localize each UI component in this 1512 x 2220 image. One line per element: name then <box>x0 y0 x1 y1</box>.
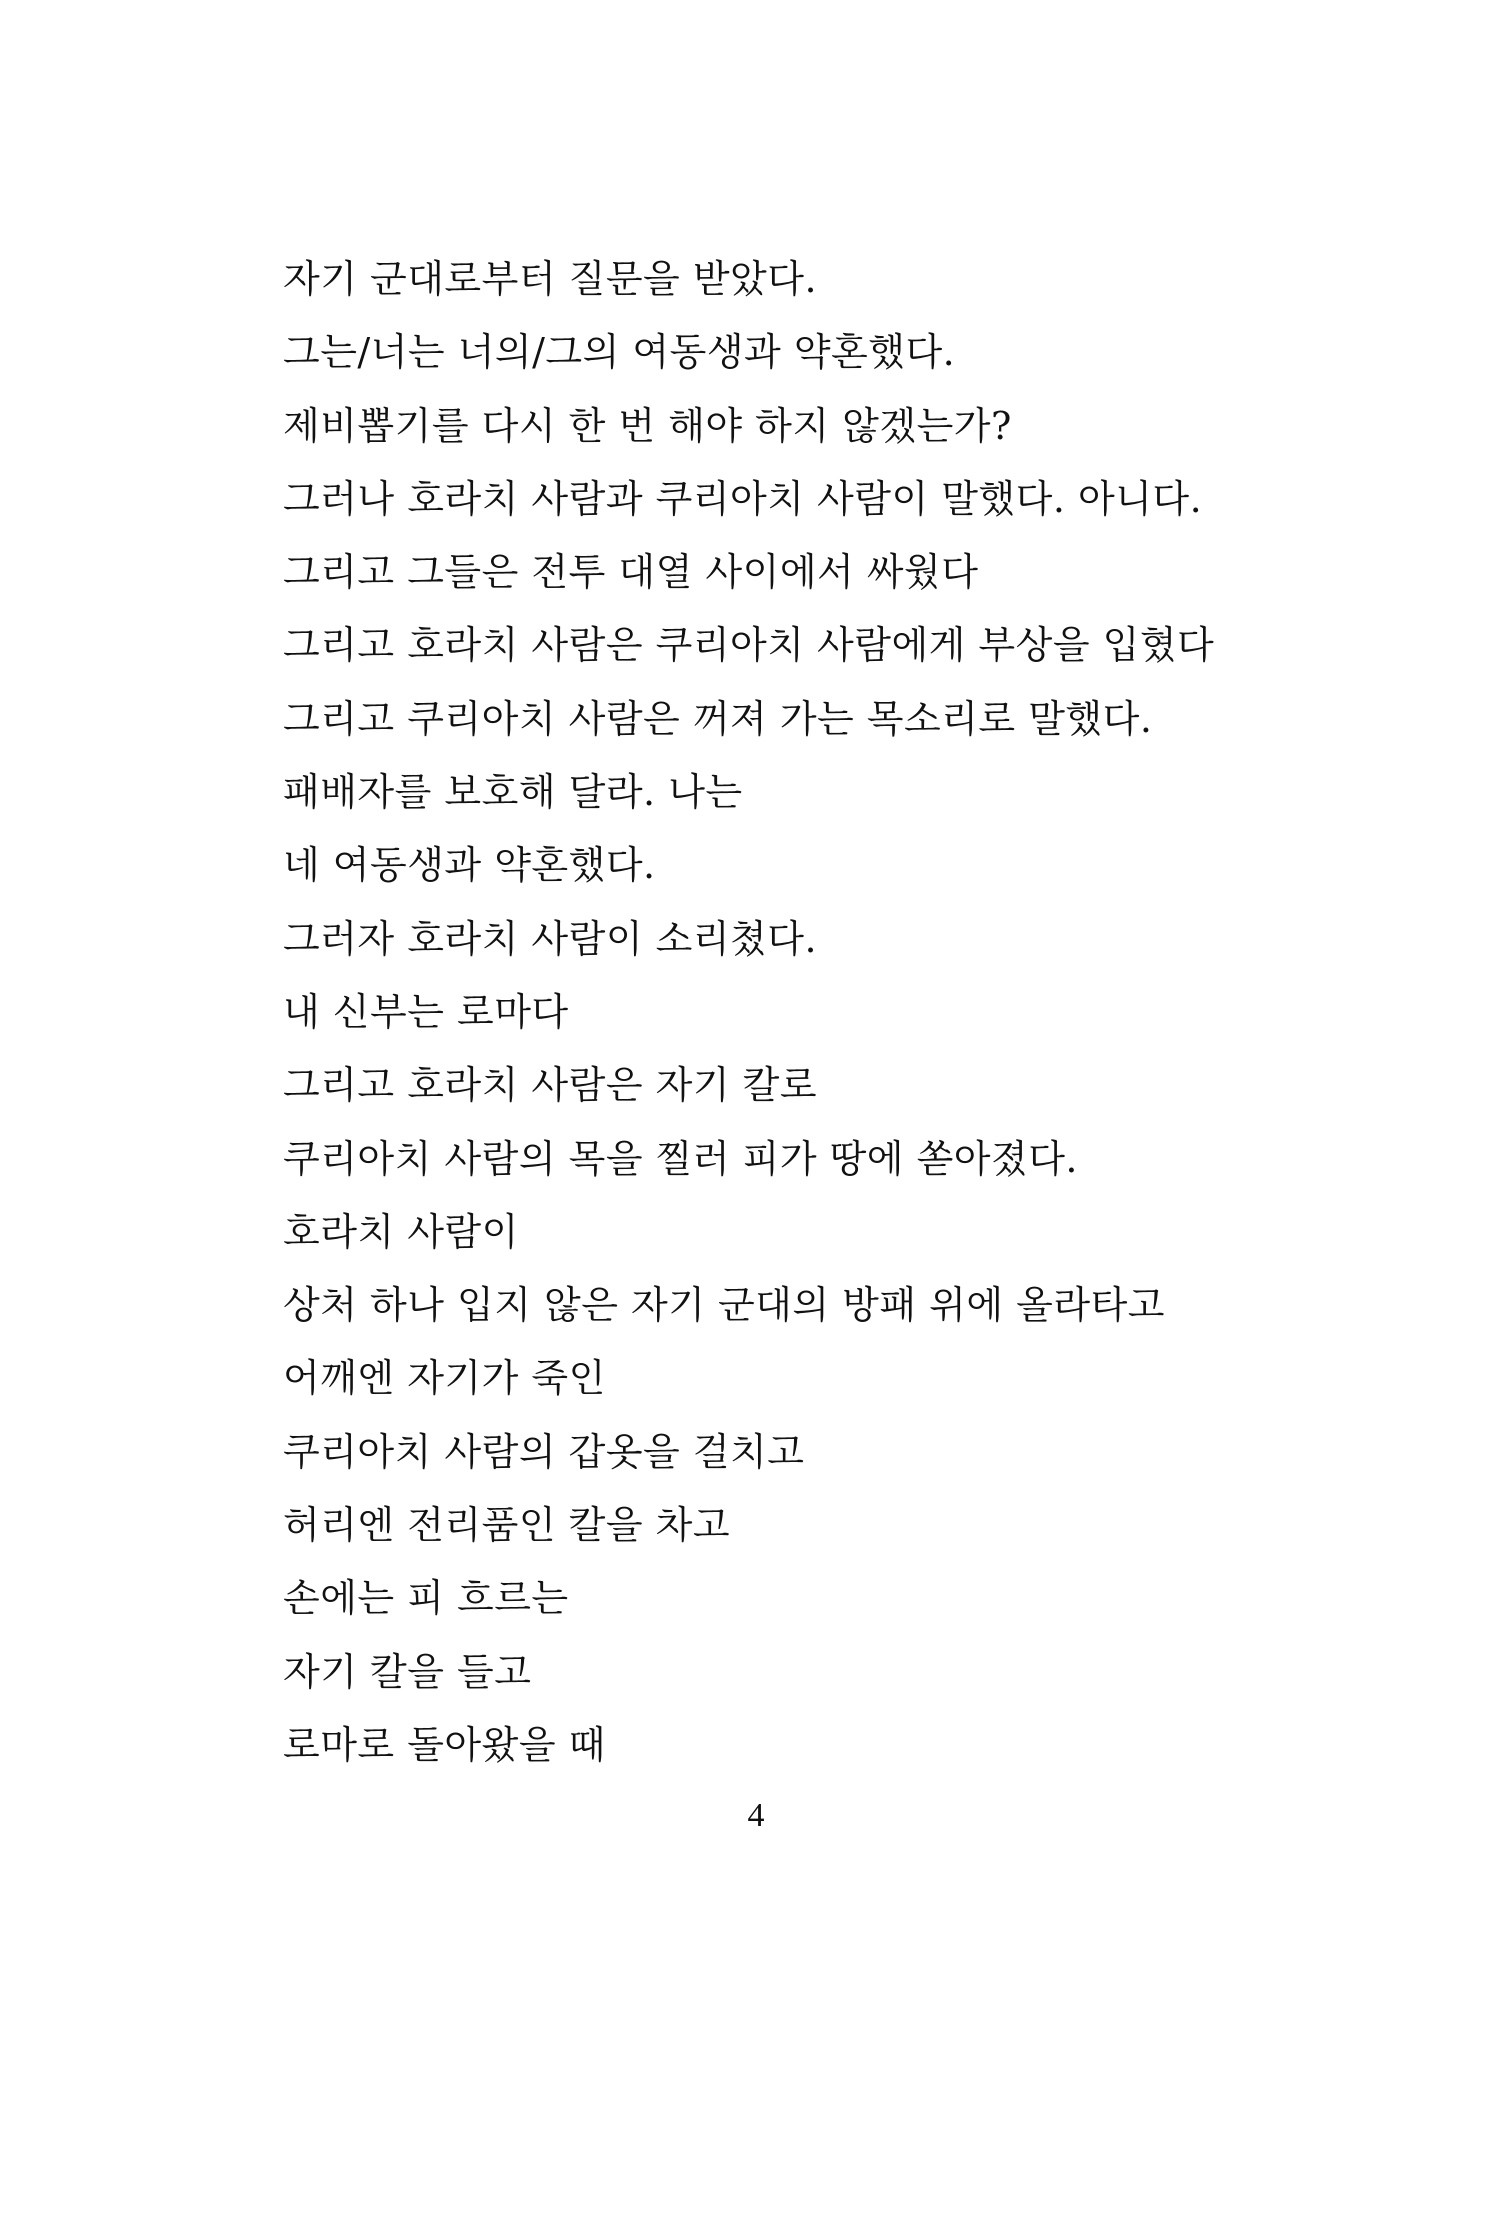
text-line: 어깨엔 자기가 죽인 <box>283 1356 606 1401</box>
text-line: 그리고 쿠리아치 사람은 꺼져 가는 목소리로 말했다. <box>283 696 1153 741</box>
text-line: 네 여동생과 약혼했다. <box>283 843 656 888</box>
text-line: 그는/너는 너의/그의 여동생과 약혼했다. <box>283 330 956 375</box>
text-line: 그리고 호라치 사람은 쿠리아치 사람에게 부상을 입혔다 <box>283 623 1215 668</box>
text-line: 내 신부는 로마다 <box>283 989 569 1034</box>
text-line: 손에는 피 흐르는 <box>283 1576 569 1621</box>
text-line: 상처 하나 입지 않은 자기 군대의 방패 위에 올라타고 <box>283 1283 1166 1328</box>
text-line: 호라치 사람이 <box>283 1209 519 1254</box>
text-line: 그러자 호라치 사람이 소리쳤다. <box>283 916 818 961</box>
text-line: 제비뽑기를 다시 한 번 해야 하지 않겠는가? <box>283 403 1012 448</box>
text-line: 자기 칼을 들고 <box>283 1649 532 1694</box>
text-line: 쿠리아치 사람의 갑옷을 걸치고 <box>283 1429 805 1474</box>
text-line: 허리엔 전리품인 칼을 차고 <box>283 1503 731 1548</box>
poem-text-block <box>283 253 1283 1792</box>
text-line: 쿠리아치 사람의 목을 찔러 피가 땅에 쏟아졌다. <box>283 1136 1079 1181</box>
text-line: 그리고 그들은 전투 대열 사이에서 싸웠다 <box>283 550 979 595</box>
text-line: 패배자를 보호해 달라. 나는 <box>283 770 743 815</box>
page-number: 4 <box>747 1797 765 1834</box>
text-line: 그러나 호라치 사람과 쿠리아치 사람이 말했다. 아니다. <box>283 476 1203 521</box>
text-line: 그리고 호라치 사람은 자기 칼로 <box>283 1063 818 1108</box>
text-line: 로마로 돌아왔을 때 <box>283 1722 606 1767</box>
text-line: 자기 군대로부터 질문을 받았다. <box>283 257 818 301</box>
